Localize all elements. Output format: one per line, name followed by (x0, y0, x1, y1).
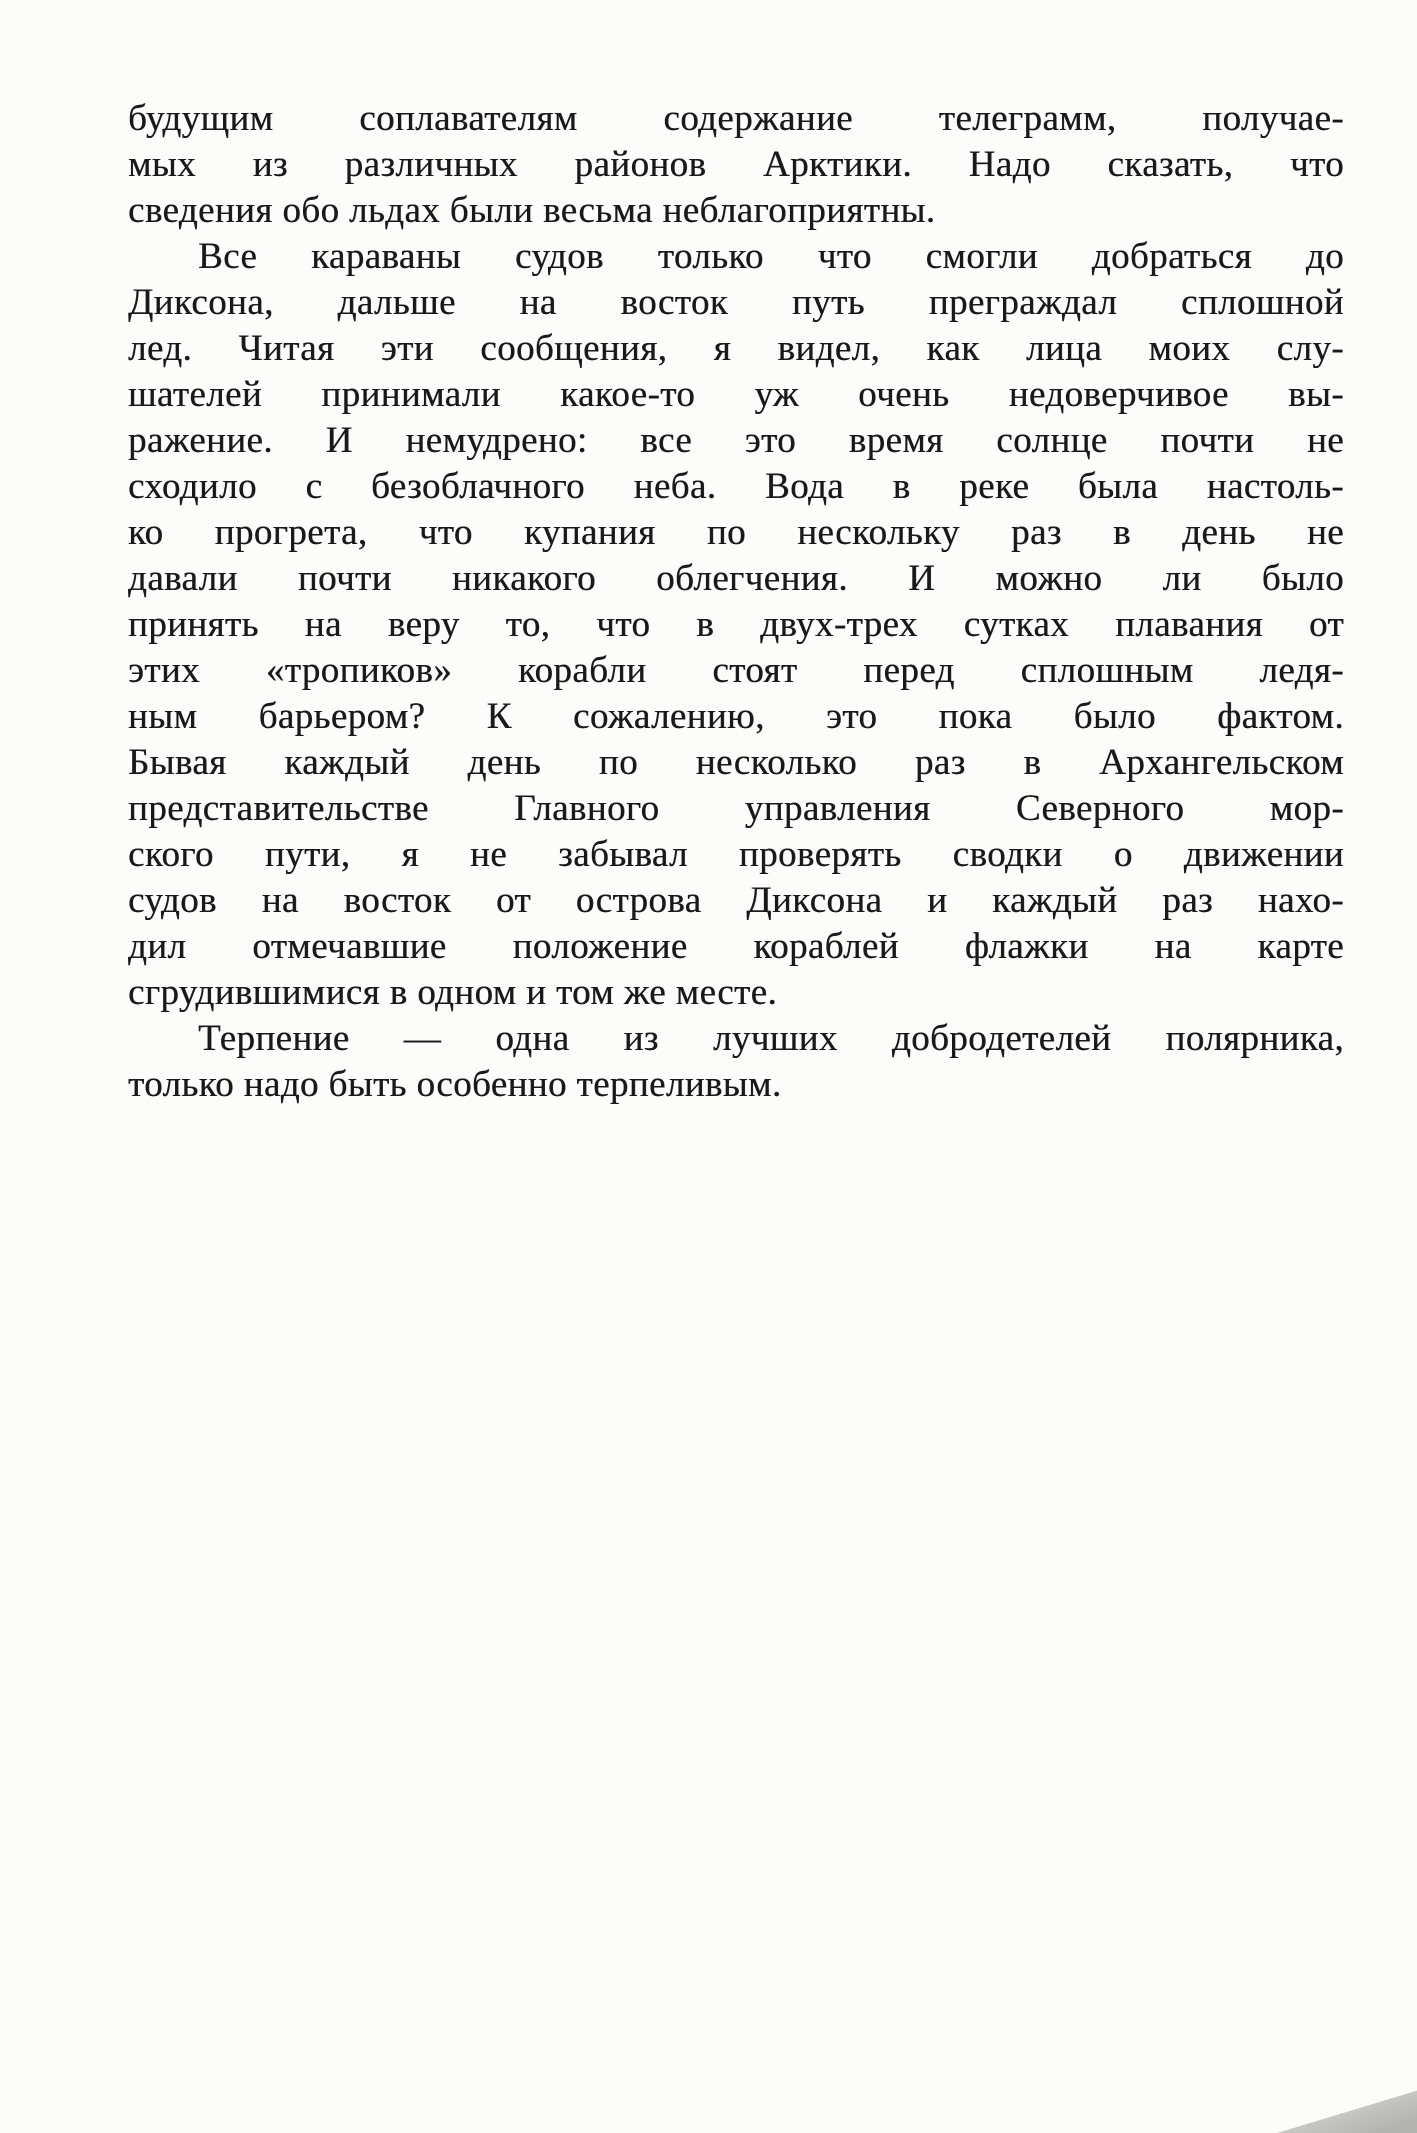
paragraph (128, 234, 1344, 1016)
text-line: давали почти никакого облегчения. И можно ли было (128, 558, 1344, 599)
text-line: только надо быть особенно терпеливым. (128, 1064, 782, 1105)
text-line: ным барьером? К сожалению, это пока было фактом. (128, 696, 1344, 737)
text-line: дил отмечавшие положение кораблей флажки на карте (128, 926, 1344, 967)
text-line: сходило с безоблачного неба. Вода в реке была настоль- (128, 466, 1344, 507)
text-line: Бывая каждый день по несколько раз в Архангельском (128, 742, 1344, 783)
text-line: Диксона, дальше на восток путь преграждал сплошной (128, 282, 1344, 323)
text-line: сведения обо льдах были весьма неблагоприятны. (128, 190, 936, 231)
text-line: принять на веру то, что в двух-трех сутках плавания от (128, 604, 1344, 645)
text-line: мых из различных районов Арктики. Надо сказать, что (128, 144, 1344, 185)
text-block (128, 96, 1344, 1108)
text-line: представительстве Главного управления Северного мор- (128, 788, 1344, 829)
text-line: Терпение — одна из лучших добродетелей полярника, (198, 1018, 1344, 1059)
text-line: лед. Читая эти сообщения, я видел, как лица моих слу- (128, 328, 1344, 369)
text-line: ского пути, я не забывал проверять сводки о движении (128, 834, 1344, 875)
paragraph (128, 1016, 1344, 1108)
text-line: шателей принимали какое-то уж очень недоверчивое вы- (128, 374, 1344, 415)
text-line: этих «тропиков» корабли стоят перед сплошным ледя- (128, 650, 1344, 691)
text-line: ражение. И немудрено: все это время солнце почти не (128, 420, 1344, 461)
paragraph (128, 96, 1344, 234)
text-line: будущим соплавателям содержание телеграмм, получае- (128, 98, 1344, 139)
page-curl-shadow (1277, 2087, 1417, 2133)
text-line: Все караваны судов только что смогли добраться до (198, 236, 1344, 277)
text-line: сгрудившимися в одном и том же месте. (128, 972, 778, 1013)
text-line: судов на восток от острова Диксона и каждый раз нахо- (128, 880, 1344, 921)
text-line: ко прогрета, что купания по нескольку раз в день не (128, 512, 1344, 553)
